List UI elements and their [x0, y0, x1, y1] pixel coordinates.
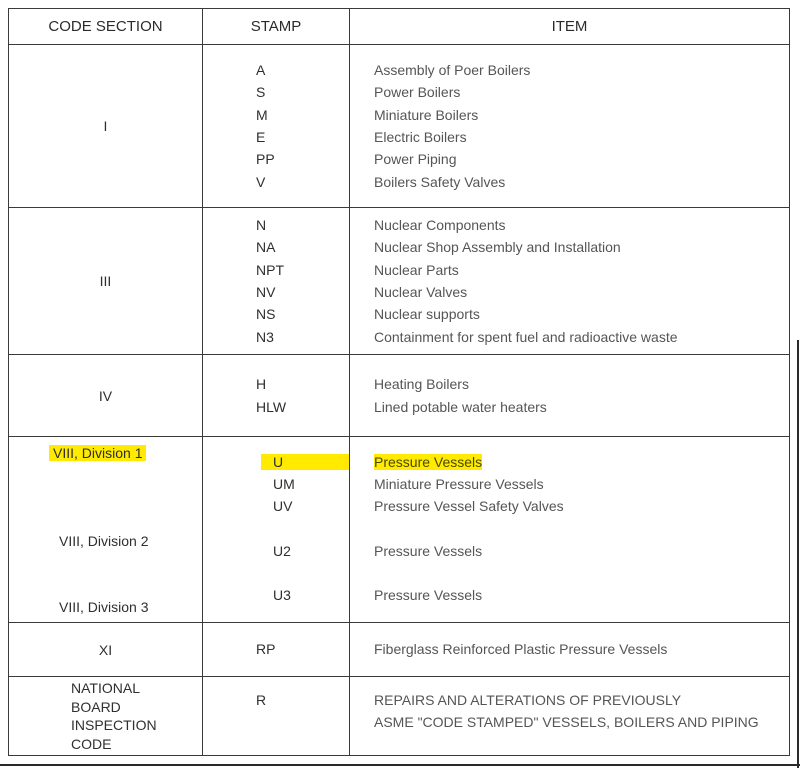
header-code-section: CODE SECTION [9, 9, 203, 45]
stamp: U3 [273, 587, 291, 603]
table-row [9, 355, 790, 437]
item: Boilers Safety Valves [374, 173, 506, 190]
item: Miniature Pressure Vessels [374, 476, 544, 492]
header-stamp: STAMP [203, 9, 350, 45]
item: Miniature Boilers [374, 106, 479, 123]
header-row [9, 9, 790, 45]
item-highlighted: Pressure Vessels [374, 454, 483, 470]
item: Pressure Vessel Safety Valves [374, 498, 564, 514]
table-row [9, 437, 790, 623]
stamp-highlighted: U [273, 454, 284, 470]
right-frame-line [797, 340, 799, 768]
item: REPAIRS AND ALTERATIONS OF PREVIOUSLY [374, 692, 682, 708]
stamp: U2 [273, 543, 291, 559]
stamp: UV [273, 498, 293, 514]
stamp: E [256, 129, 266, 145]
item: Nuclear Parts [374, 261, 459, 278]
code-section-line: CODE [71, 735, 112, 752]
stamp: N3 [256, 328, 274, 345]
code-section: III [9, 208, 203, 355]
code-section-line: BOARD [71, 698, 121, 715]
asme-stamp-table [8, 8, 790, 756]
stamp: HLW [256, 398, 287, 415]
item: ASME "CODE STAMPED" VESSELS, BOILERS AND PIPING [374, 714, 759, 731]
code-section-line: INSPECTION [71, 717, 157, 733]
item: Power Piping [374, 151, 457, 168]
item: Lined potable water heaters [374, 398, 547, 415]
item: Nuclear supports [374, 306, 480, 323]
stamp: UM [273, 476, 295, 492]
stamp: R [256, 692, 267, 708]
stamp: NS [256, 306, 276, 323]
stamp: NV [256, 284, 276, 300]
code-section: VIII, Division 2 [59, 533, 149, 549]
code-section: IV [9, 355, 203, 437]
code-section: VIII, Division 3 [59, 599, 149, 615]
stamp: S [256, 84, 266, 101]
stamp: NA [256, 239, 276, 256]
item: Nuclear Components [374, 217, 506, 234]
stamp: NPT [256, 261, 284, 278]
code-section-highlighted: VIII, Division 1 [49, 445, 146, 461]
stamp: A [256, 62, 266, 79]
code-section: XI [9, 623, 203, 677]
item: Assembly of Poer Boilers [374, 62, 531, 79]
stamp: N [256, 217, 267, 234]
item: Containment for spent fuel and radioactive waste [374, 328, 678, 345]
item: Fiberglass Reinforced Plastic Pressure Vessels [374, 641, 668, 658]
stamp: RP [256, 641, 276, 658]
item: Electric Boilers [374, 129, 467, 145]
item: Nuclear Valves [374, 284, 468, 300]
stamp: M [256, 106, 268, 123]
table-row [9, 677, 790, 756]
item: Nuclear Shop Assembly and Installation [374, 239, 621, 256]
stamp: H [256, 376, 267, 393]
stamp: PP [256, 151, 275, 168]
item: Pressure Vessels [374, 543, 483, 559]
table-row [9, 623, 790, 677]
code-section: I [9, 45, 203, 208]
item: Power Boilers [374, 84, 461, 101]
code-section-line: NATIONAL [71, 680, 140, 696]
item: Pressure Vessels [374, 587, 483, 603]
item: Heating Boilers [374, 376, 469, 393]
table-row [9, 45, 790, 208]
bottom-frame-line [0, 764, 800, 766]
table-row [9, 208, 790, 355]
stamp: V [256, 173, 266, 190]
header-item: ITEM [350, 9, 790, 45]
